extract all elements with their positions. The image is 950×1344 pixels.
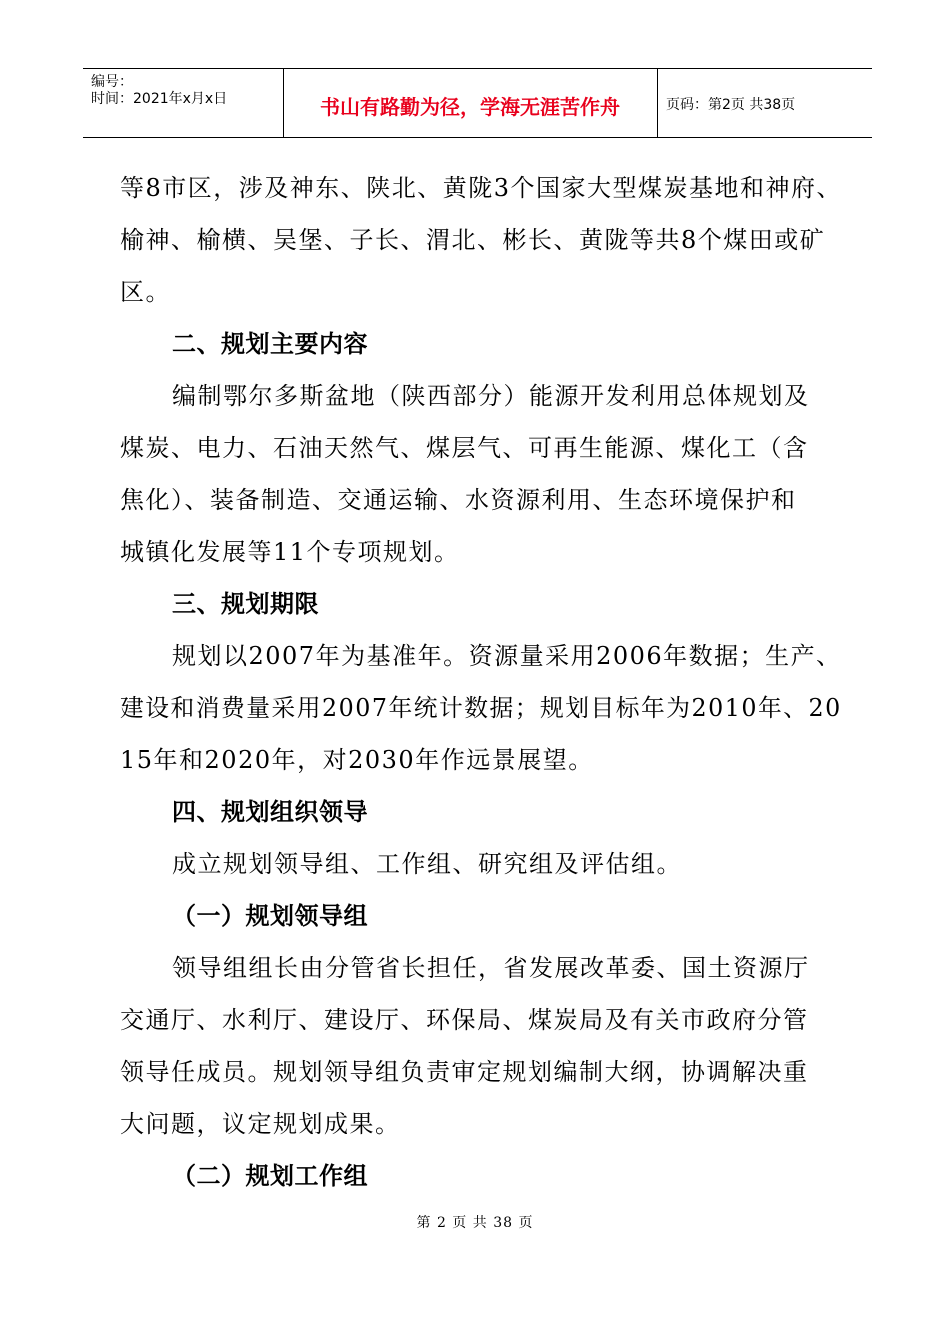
section-heading: 四、规划组织领导 [172, 798, 368, 826]
paragraph-line: 焦化）、装备制造、交通运输、水资源利用、生态环境保护和 [120, 486, 797, 514]
subsection-heading: （一）规划领导组 [172, 902, 368, 930]
paragraph-line: 城镇化发展等11个专项规划。 [120, 538, 460, 566]
paragraph-line: 建设和消费量采用2007年统计数据；规划目标年为2010年、20 [120, 694, 842, 722]
page-footer: 第 2 页 共 38 页 [416, 1215, 534, 1231]
paragraph-line: 编制鄂尔多斯盆地（陕西部分）能源开发利用总体规划及 [172, 382, 810, 410]
document-date: 时间：2021年x月x日 [91, 91, 228, 107]
subsection-heading: （二）规划工作组 [172, 1162, 368, 1190]
paragraph-line: 榆神、榆横、吴堡、子长、渭北、彬长、黄陇等共8个煤田或矿 [120, 226, 826, 254]
paragraph-line: 区。 [120, 278, 171, 306]
paragraph-line: 15年和2020年，对2030年作远景展望。 [120, 746, 594, 774]
paragraph-line: 等8市区，涉及神东、陕北、黄陇3个国家大型煤炭基地和神府、 [120, 174, 843, 202]
document-number-label: 编号： [91, 74, 133, 90]
header-page-number: 页码：第2页 共38页 [666, 97, 796, 113]
header-meta [91, 74, 227, 108]
paragraph-line: 大问题，议定规划成果。 [120, 1110, 401, 1138]
paragraph-line: 规划以2007年为基准年。资源量采用2006年数据；生产、 [172, 642, 842, 670]
section-heading: 三、规划期限 [172, 590, 319, 618]
paragraph-line: 交通厅、水利厅、建设厅、环保局、煤炭局及有关市政府分管 [120, 1006, 809, 1034]
document-header [83, 68, 872, 138]
paragraph-line: 成立规划领导组、工作组、研究组及评估组。 [172, 850, 682, 878]
paragraph-line: 领导组组长由分管省长担任，省发展改革委、国土资源厅 [172, 954, 810, 982]
paragraph-line: 煤炭、电力、石油天然气、煤层气、可再生能源、煤化工（含 [120, 434, 809, 462]
paragraph-line: 领导任成员。规划领导组负责审定规划编制大纲，协调解决重 [120, 1058, 809, 1086]
section-heading: 二、规划主要内容 [172, 330, 368, 358]
header-divider [657, 69, 658, 137]
header-motto: 书山有路勤为径，学海无涯苦作舟 [320, 95, 620, 119]
